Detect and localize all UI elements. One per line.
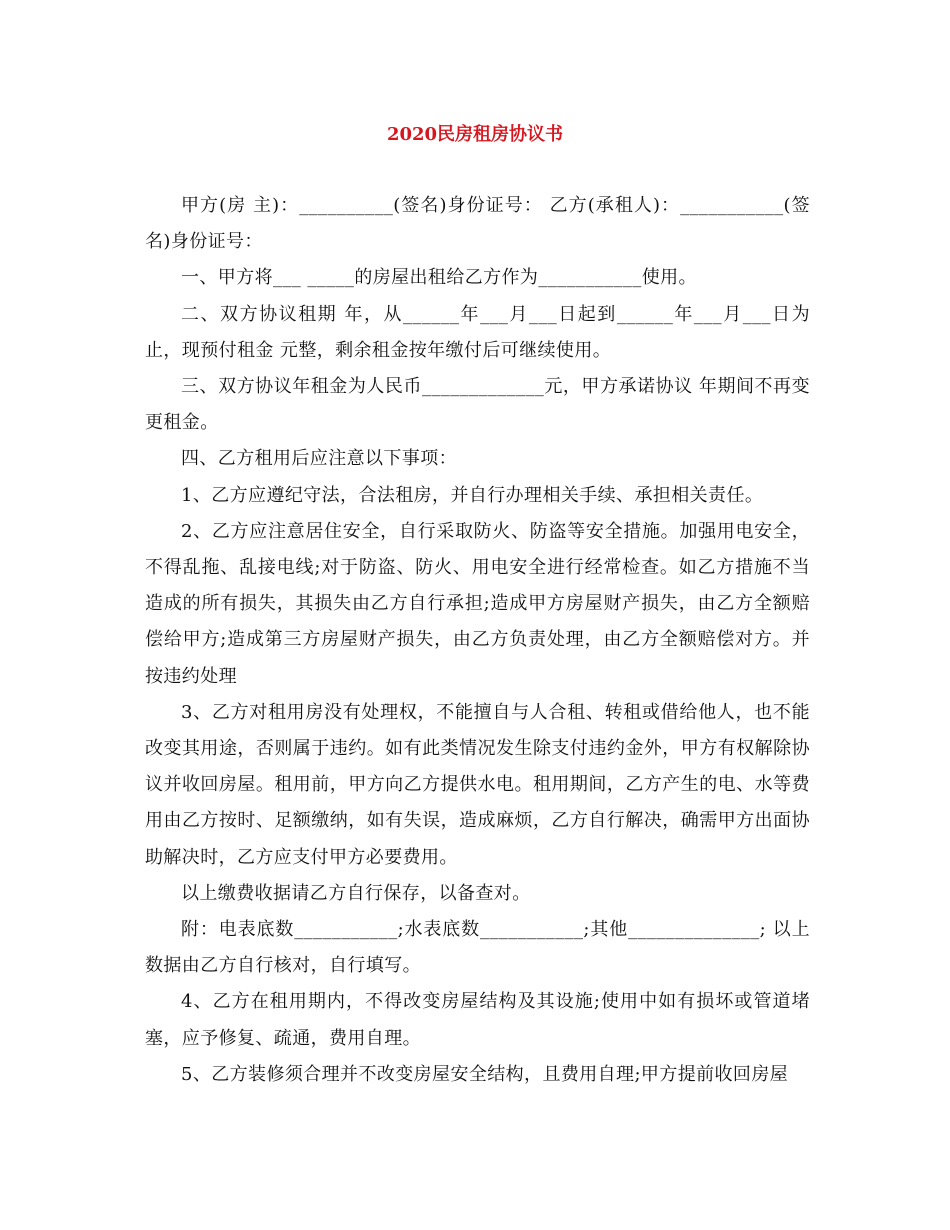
paragraph-item-1: 1、乙方应遵纪守法，合法租房，并自行办理相关手续、承担相关责任。 [181,484,764,506]
document-title: 2020民房租房协议书 [386,124,564,145]
paragraph-item-4: 4、乙方在租用期内，不得改变房屋结构及其设施;使用中如有损坏或管道堵塞，应予修复、疏通，费用自理。 [145,991,810,1049]
paragraph-clause-1: 一、甲方将___ _____的房屋出租给乙方作为___________使用。 [181,267,697,289]
paragraph-item-2: 2、乙方应注意居住安全，自行采取防火、防盗等安全措施。加强用电安全，不得乱拖、乱接电线;对于防盗、防火、用电安全进行经常检查。如乙方措施不当造成的所有损失，其损失由乙方自行承担;造成甲方房屋财产损失，由乙方全额赔偿给甲方;造成第三方房屋财产损失，由乙方负责处理，由乙方全额赔偿对方。并按违约处理 [145,520,810,687]
paragraph-clause-2: 二、双方协议租期 年，从______年___月___日起到______年___月___日为止，现预付租金 元整，剩余租金按年缴付后可继续使用。 [145,303,810,361]
paragraph-item-3: 3、乙方对租用房没有处理权，不能擅自与人合租、转租或借给他人，也不能改变其用途，否则属于违约。如有此类情况发生除支付违约金外，甲方有权解除协议并收回房屋。租用前，甲方向乙方提供水电。租用期间，乙方产生的电、水等费用由乙方按时、足额缴纳，如有失误，造成麻烦，乙方自行解决，确需甲方出面协助解决时，乙方应支付甲方必要费用。 [145,701,810,868]
paragraph-meter-readings: 附：电表底数___________;水表底数___________;其他______________; 以上数据由乙方自行核对，自行填写。 [145,919,810,977]
document-body [145,188,810,1093]
paragraph-clause-3: 三、双方协议年租金为人民币_____________元，甲方承诺协议 年期间不再变更租金。 [145,376,810,434]
paragraph-parties: 甲方(房 主)：__________(签名)身份证号： 乙方(承租人)：___________(签名)身份证号： [145,195,810,253]
paragraph-receipt-note: 以上缴费收据请乙方自行保存，以备查对。 [181,882,531,904]
paragraph-item-5: 5、乙方装修须合理并不改变房屋安全结构，且费用自理;甲方提前收回房屋 [181,1063,789,1085]
paragraph-clause-4: 四、乙方租用后应注意以下事项： [181,448,457,470]
